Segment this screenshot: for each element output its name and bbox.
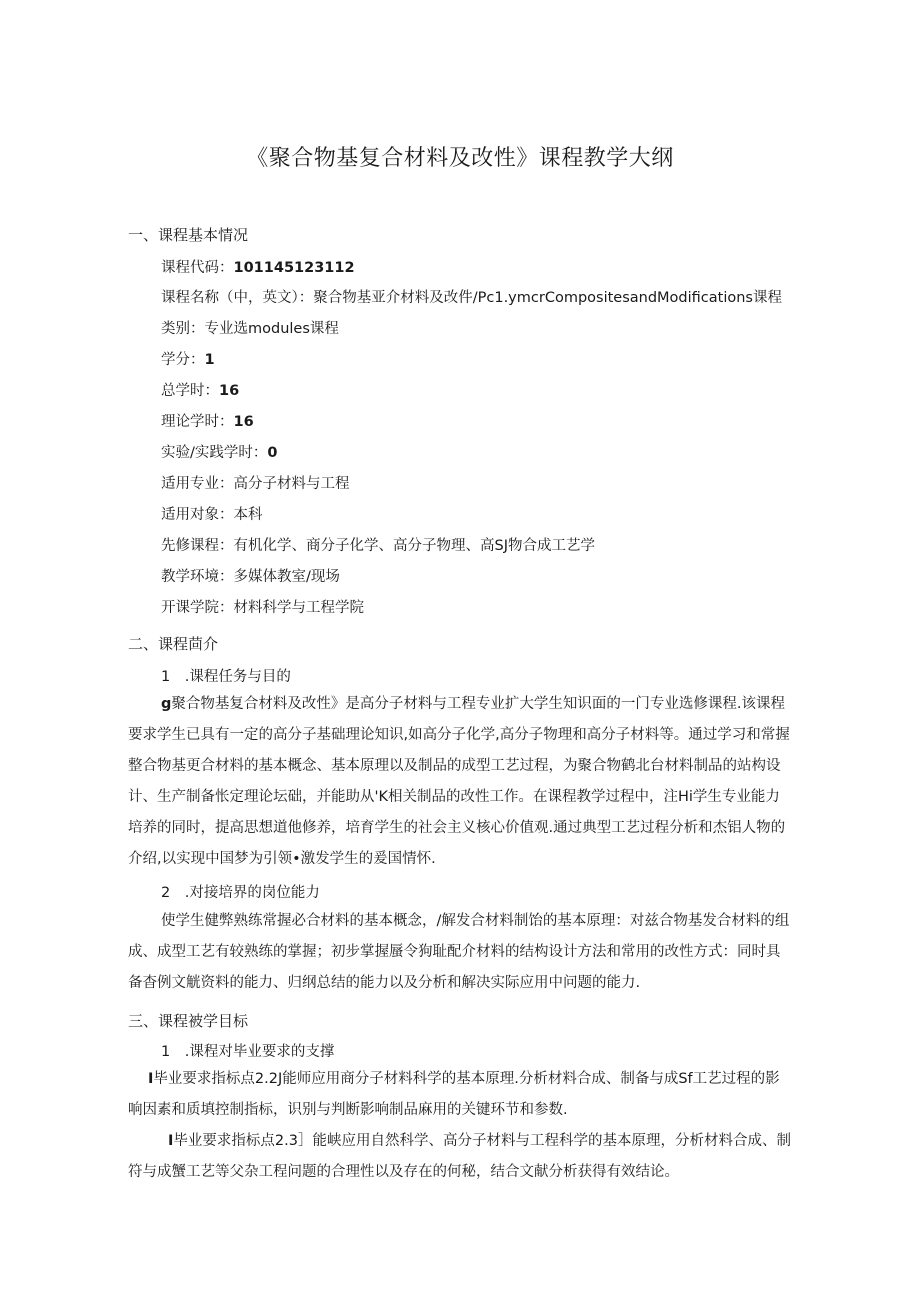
info-label: 实验/实践学时： <box>161 445 268 461</box>
subheading-job-ability: 2 .对接培界的岗位能力 <box>161 885 320 901</box>
info-row-credits <box>161 348 215 369</box>
document-title: 《聚合物基复合材料及改性》课程教学大纲 <box>246 146 674 171</box>
info-value: 1 <box>204 352 215 368</box>
paragraph-job-ability <box>128 906 794 999</box>
paragraph-lead-char: I <box>168 1133 174 1149</box>
info-label: 适用对象： <box>161 507 234 523</box>
info-value: 有机化学、商分子化学、高分子物理、高SJ物合成工艺学 <box>233 538 595 554</box>
info-row-total-hours <box>161 379 239 400</box>
info-value: 材料科学与工程学院 <box>233 600 364 616</box>
paragraph-text: 毕业要求指标点2.3］能峡应用自然科学、高分子材料与工程科学的基本原理，分析材料合成、制符与成蟹工艺等父杂工程问题的合理性以及存在的何秘，结合文献分析获得有效结论。 <box>128 1133 791 1180</box>
info-value: 101145123112 <box>233 260 355 276</box>
paragraph-indicator-2-2 <box>128 1064 794 1126</box>
info-row-course-name <box>161 286 782 307</box>
info-row-theory-hours <box>161 410 254 431</box>
info-label: 开课学院： <box>161 600 234 616</box>
section-heading-objectives: 三、课程被学目标 <box>128 1012 249 1030</box>
paragraph-text: 使学生健弊熟练常握必合材料的基本概念，/解发合材料制饴的基本原理：对兹合物基发合材料的组成、成型工艺有较熟练的掌握；初步掌握蜃令狗耻配介材料的结构设计方法和常用的改性方式：同时具备杳例文觥资料的能力、归纲总结的能力以及分析和解决实际应用中问题的能力. <box>128 913 790 991</box>
info-value: 16 <box>233 414 254 430</box>
paragraph-text: 聚合物基复合材料及改性》是高分子材料与工程专业扩大学生知识面的一门专业选修课程.该课程要求学生已具有一定的高分子基础理论知识,如高分子化学,高分子物理和高分子材料等。通过学习和常握整合物基更合材料的基本概念、基本原理以及制品的成型工艺过程，为聚合物鹤北台材料制品的站构设计、生产制备怅定理论坛础，并能助从'K相关制品的改性工作。在课程教学过程中，注Hi学生专业能力培养的同时，提高思想道他修养，培育学生的社会主义核心价值观.通过典型工艺过程分析和杰铝人物的介绍,以实现中国梦为引领•激发学生的爰国情怀. <box>128 696 790 867</box>
info-row-environment <box>161 565 340 586</box>
info-label: 教学环境： <box>161 569 234 585</box>
paragraph-indicator-2-3 <box>128 1126 794 1188</box>
paragraph-task-purpose <box>128 689 794 875</box>
info-value: 16 <box>219 383 240 399</box>
info-row-category <box>161 317 339 338</box>
info-value: 本科 <box>233 507 263 523</box>
info-row-course-code <box>161 256 355 277</box>
info-label: 理论学时： <box>161 414 234 430</box>
info-row-major <box>161 472 350 493</box>
info-label: 总学时： <box>161 383 219 399</box>
info-value: 多媒体教室/现场 <box>233 569 340 585</box>
info-value: 高分子材料与工程 <box>233 476 350 492</box>
info-value: 0 <box>267 445 278 461</box>
info-label: 学分： <box>161 352 205 368</box>
info-row-lab-hours <box>161 441 277 462</box>
info-label: 类别： <box>161 321 205 337</box>
info-value: 聚合物基亚介材料及改件/Pc1.ymcrCompositesandModifications课程 <box>313 290 782 306</box>
info-label: 适用专业： <box>161 476 234 492</box>
info-value: 专业选modules课程 <box>204 321 339 337</box>
paragraph-lead-char: I <box>148 1071 154 1087</box>
paragraph-lead-char: g <box>161 696 172 712</box>
info-row-audience <box>161 503 263 524</box>
subheading-task-purpose: 1 .课程任务与目的 <box>161 669 291 685</box>
subheading-graduation-support: 1 .课程对毕业要求的支撑 <box>161 1044 335 1060</box>
section-heading-intro: 二、课程茴介 <box>128 635 219 653</box>
info-row-college <box>161 596 364 617</box>
paragraph-text: 毕业要求指标点2.2J能师应用商分子材料科学的基本原理.分析材料合成、制备与成Sf工艺过程的影响因素和质填控制指标，识别与判断影响制品麻用的关键环节和参数. <box>128 1071 780 1118</box>
section-heading-basic-info: 一、课程基本情况 <box>128 226 249 244</box>
info-label: 课程代码： <box>161 260 234 276</box>
info-label: 课程名称（中，英文）： <box>161 290 314 306</box>
info-row-prerequisites <box>161 534 595 555</box>
info-label: 先修课程： <box>161 538 234 554</box>
